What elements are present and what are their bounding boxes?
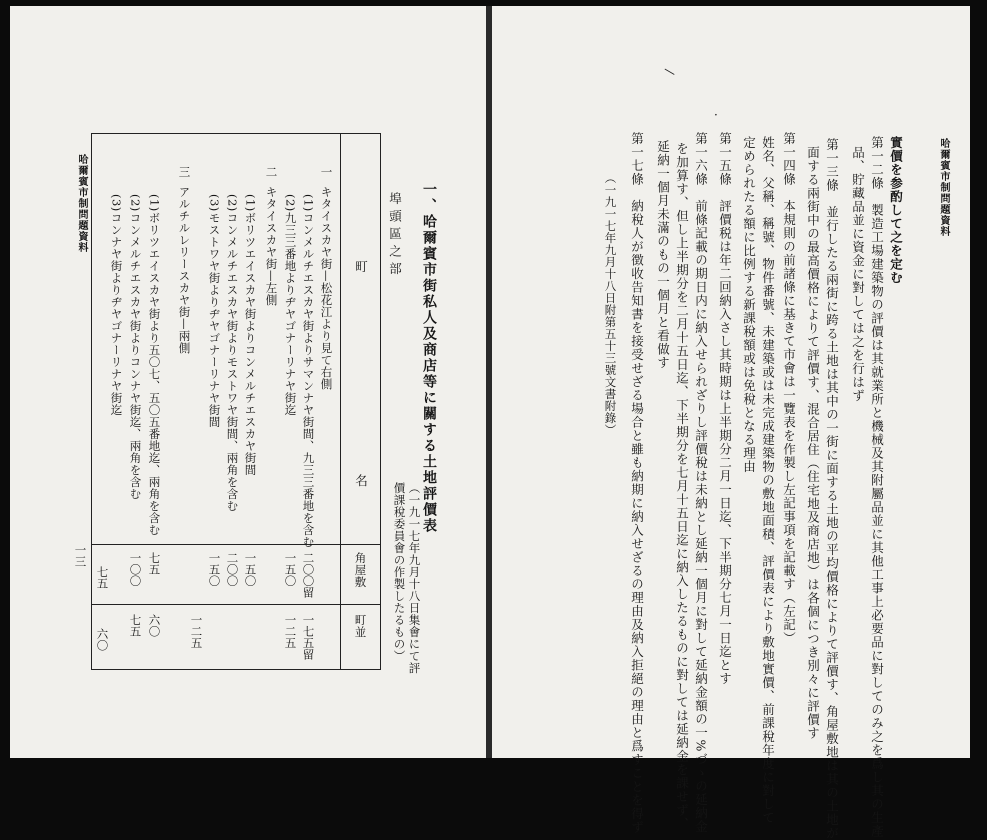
table-row-corner: 一五〇 — [283, 552, 298, 587]
text-line: 第一四條 本規則の前諸條に基きて市會は一覽表を作製し左記事項を記載す（左記） — [781, 132, 797, 645]
table-row-corner: 一五〇 — [207, 552, 222, 587]
table-row-name: コンメルチエスカヤ街よりコンナヤ街迄、兩角を含む — [128, 212, 143, 500]
table-row-name: ボリツエイスカヤ街よりコンメルチエスカヤ街間 — [243, 212, 258, 476]
text-line-citation: （一九一七年九月十八日附第五十三號文書附錄） — [603, 172, 618, 436]
print-mark: — — [661, 61, 679, 81]
table-row-street: 七五 — [128, 614, 143, 637]
table-row-street: 一二五 — [189, 614, 204, 649]
text-line: 定められたる額に比例する新課稅額或は免稅となる理由 — [741, 136, 757, 474]
table-row-name: コンメルチエスカヤ街よりモストワヤ街間、兩角を含む — [225, 212, 240, 512]
table-row-street: 六〇 — [95, 628, 110, 651]
district-heading: 埠頭區之部 — [387, 192, 403, 280]
text-line: 實價を参酌して之を定む — [888, 136, 904, 285]
table-row-corner: 二〇〇留 — [301, 552, 316, 598]
text-line: 面する兩街中の最高價格によりて評價す、混合居住（住宅地及商店地）は各個につき別々に評價す — [805, 146, 821, 740]
text-line: 第一六條 前條記載の期日内に納入せられざりし評價稅は未納とし延納一個月に對して延納金額の一%づゝの延納金 — [693, 132, 709, 834]
col-header-name-2: 名 — [353, 474, 369, 488]
table-row-name: コンメルチエスカヤ街よりサマンナヤ街間、九三三番地を含む — [301, 212, 316, 548]
table-row-street: 六〇 — [147, 614, 162, 637]
table-row-index: (3) — [109, 194, 124, 212]
table-row-name: キタイスカヤ街—松花江より見て右側 — [319, 186, 334, 390]
table-row-index: 一 — [319, 166, 334, 178]
table-row-name: コンナヤ街よりヂヤゴナーリナヤ街迄 — [109, 212, 124, 416]
table-row-index: (1) — [147, 194, 162, 212]
table-row-index: 二 — [264, 166, 279, 178]
table-title-note-2: 價課稅委員會の作製したるもの） — [392, 482, 407, 662]
land-valuation-table — [91, 133, 381, 670]
table-row-corner: 一〇〇 — [128, 552, 143, 587]
table-row-corner: 七五 — [95, 566, 110, 589]
table-row-corner: 七五 — [147, 552, 162, 575]
running-header-right: 哈爾賓市制問題資料 — [938, 138, 949, 237]
table-row-name: 九三三番地よりヂヤゴナーリナヤ街迄 — [283, 212, 298, 416]
table-title: 一、哈爾賓市街私人及商店等に關する土地評價表 — [421, 182, 437, 534]
table-row-index: (2) — [128, 194, 143, 212]
text-line: 姓名、父稱、稱號、物件番號、未建築或は未完成建築物の敷地面積、評價表により敷地實價、前課稅年度に對して — [760, 136, 776, 825]
table-row-index: (2) — [225, 194, 240, 212]
table-row-corner: 二〇〇 — [225, 552, 240, 587]
text-line: 品、貯藏品並に資金に對しては之を行はず — [850, 146, 866, 403]
table-row-name: アルチルレリースカヤ街—兩側 — [177, 186, 192, 354]
text-line: 第一五條 評價税は年二回納入さし其時期は上半期分二月一日迄、下半期分七月一日迄とす — [717, 132, 733, 686]
table-row-name: キタイスカヤ街—左側 — [264, 186, 279, 306]
table-row-name: モストワヤ街よりヂヤゴナーリナヤ街間 — [207, 212, 222, 428]
text-line: 延納一個月未滿のもの一個月と看做す — [655, 140, 671, 370]
table-row-name: ボリツエイスカヤ街より五〇七、五〇五番地迄、兩角を含む — [147, 212, 162, 536]
right-page — [492, 6, 970, 840]
table-row-street: 一七五留 — [301, 614, 316, 660]
text-line: 第一二條 製造工場建築物の評價は其就業所と機械及其附屬品並に其他工事上必要品に對してのみ之を爲し其の生產 — [869, 136, 885, 838]
print-mark: · — [714, 108, 718, 122]
left-page — [10, 6, 486, 758]
col-header-street: 町並 — [353, 614, 368, 638]
col-header-corner: 角屋敷 — [353, 552, 368, 588]
table-row-index: 三 — [177, 166, 192, 178]
table-row-index: (3) — [207, 194, 222, 212]
table-row-street: 一二五 — [283, 614, 298, 649]
table-title-note-1: （一九一七年九月十八日集會にて評 — [407, 482, 422, 674]
table-row-index: (1) — [243, 194, 258, 212]
col-header-name-1: 町 — [353, 260, 369, 274]
table-row-index: (1) — [301, 194, 316, 212]
running-header-left: 哈爾賓市制問題資料 — [76, 154, 87, 253]
page-number: 一三 — [73, 544, 88, 567]
text-line: 第一三條 並行したる兩街に跨る土地は其中の一街に面する土地の平均價格によりて評價す、角屋敷地は其の土地が — [824, 138, 840, 840]
table-row-corner: 一五〇 — [243, 552, 258, 587]
table-row-index: (2) — [283, 194, 298, 212]
text-line: 第一七條 納稅人が徴收告知書を接受せざる場合と雖も納期に納入せざるの理由及納入拒絕の理由と爲すことを得ず — [629, 132, 645, 834]
text-line: を加算す、但し上半期分を二月十五日迄、下半期分を七月十五日迄に納入したるものに對しては延納金を課せず、 — [674, 142, 690, 831]
